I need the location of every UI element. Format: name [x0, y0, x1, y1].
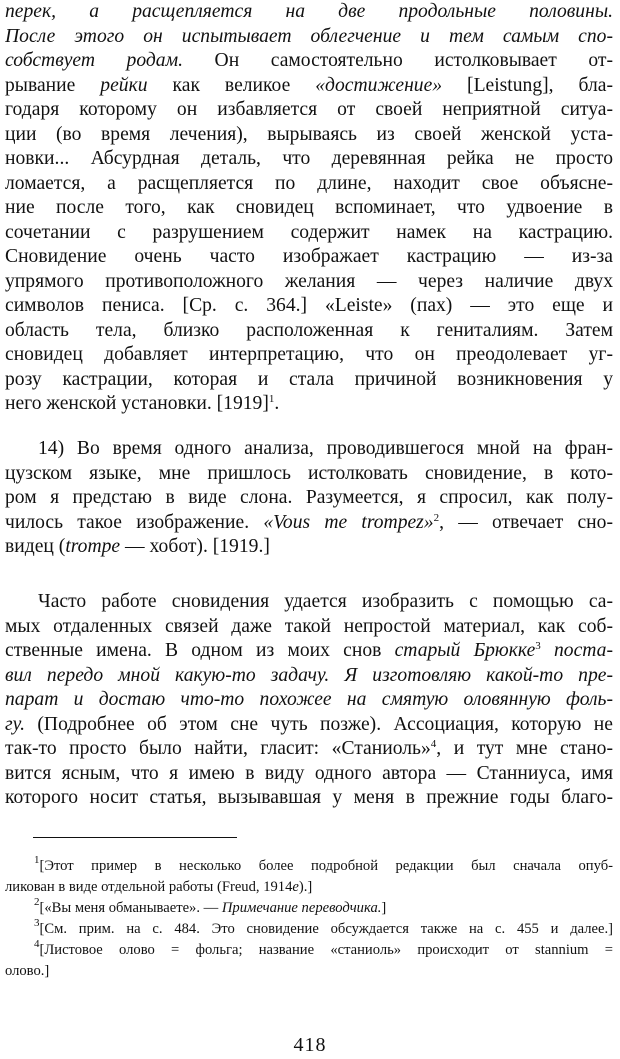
text-line: символов пениса. [Ср. с. 364.] «Leiste» (пах) — это еще и	[5, 295, 613, 316]
text-line: видец (trompe — хобот). [1919.]	[5, 536, 270, 557]
text-line: рывание рейки как великое «достижение» [Leistung], бла-	[5, 74, 613, 96]
paragraph-14	[5, 437, 613, 560]
text-line: собствует родам. Он самостоятельно истолковывает от-	[5, 50, 613, 71]
footnote-2: $^2$[«Вы меня обманываете». — Примечание переводчика.]	[34, 898, 387, 916]
text-line: ром я предстаю в виде слона. Разумеется, я спросил, как полу-	[5, 487, 613, 508]
text-line: него женской установки. $[1919]^1$.	[5, 393, 280, 414]
text-line: гу. (Подробнее об этом сне чуть позже). Ассоциация, которую не	[5, 713, 613, 735]
text-line: так-то просто было найти, гласит: «Станиоль»$^4$, и тут мне стано-	[5, 738, 613, 759]
footnote-1: $^1$[Этот пример в несколько более подробной редакции был сначала опуб-	[34, 856, 613, 874]
text-line: вил передо мной какую-то задачу. Я изготовляю какой-то пре-	[5, 664, 613, 686]
text-line: сновидец добавляет интерпретацию, что он преодолевает уг-	[5, 344, 613, 365]
footnote-ref[interactable]: 4	[430, 738, 437, 750]
footnote-ref[interactable]: 1	[268, 393, 275, 405]
text-line: После этого он испытывает облегчение и тем самым спо-	[5, 25, 613, 47]
text-line: новки... Абсурдная деталь, что деревянная рейка не просто	[5, 148, 613, 169]
text-line: 14) Во время одного анализа, проводившегося мной на фран-	[38, 438, 613, 459]
footnotes	[5, 856, 613, 982]
text-line: которого носит статья, вызывавшая у меня в прежние годы благо-	[5, 787, 613, 808]
text-line: перек, а расщепляется на две продольные половины.	[5, 1, 613, 22]
text-line: чилось такое изображение. «Vous me trompez»$^2$, — отвечает сно-	[5, 511, 613, 533]
paragraph-names	[5, 590, 613, 811]
text-line: сочетании с разрушением содержит намек на кастрацию.	[5, 221, 613, 243]
page-number: 418	[293, 1034, 327, 1056]
footnote-4: $^4$[Листовое олово = фольга; название «станиоль» происходит от stannium =	[34, 940, 613, 958]
text-line: парат и достаю что-то похожее на смятую оловянную фоль-	[5, 689, 613, 710]
text-line: мых отдаленных связей даже такой непростой материал, как соб-	[5, 615, 613, 637]
footnote-ref[interactable]: 2	[433, 511, 440, 524]
text-line: вится ясным, что я имею в виду одного автора — Станниуса, имя	[5, 762, 613, 784]
text-line: годаря которому он избавляется от своей неприятной ситуа-	[5, 99, 613, 120]
paragraph-continuation	[5, 0, 613, 417]
text-line: ние после того, как сновидец вспоминает, что удвоение в	[5, 197, 613, 218]
text-line: ции (во время лечения), вырываясь из своей женской уста-	[5, 123, 613, 145]
text-line: ственные имена. В одном из моих снов старый Брюкке$^3$ поста-	[5, 640, 613, 661]
text-line: Часто работе сновидения удается изобразить с помощью са-	[38, 591, 613, 612]
text-line: упрямого противоположного желания — через наличие двух	[5, 270, 613, 292]
footnote-ref[interactable]: 3	[535, 640, 541, 652]
footnote-1-cont: ликован в виде отдельной работы (Freud, 1914e).]	[5, 879, 313, 895]
text-line: Сновидение очень часто изображает кастрацию — из-за	[5, 246, 613, 267]
footnote-4-cont: олово.]	[5, 963, 50, 979]
text-line: розу кастрации, которая и стала причиной возникновения у	[5, 368, 613, 390]
text-line: ломается, а расщепляется по длине, находит свое объясне-	[5, 172, 613, 194]
text-line: цузском языке, мне пришлось истолковать сновидение, в кото-	[5, 462, 613, 484]
text-line: область тела, близко расположенная к гениталиям. Затем	[5, 319, 613, 341]
footnote-3: $^3$[См. прим. на с. 484. Это сновидение обсуждается также на с. 455 и далее.]	[34, 919, 613, 937]
footnote-divider	[33, 837, 237, 838]
